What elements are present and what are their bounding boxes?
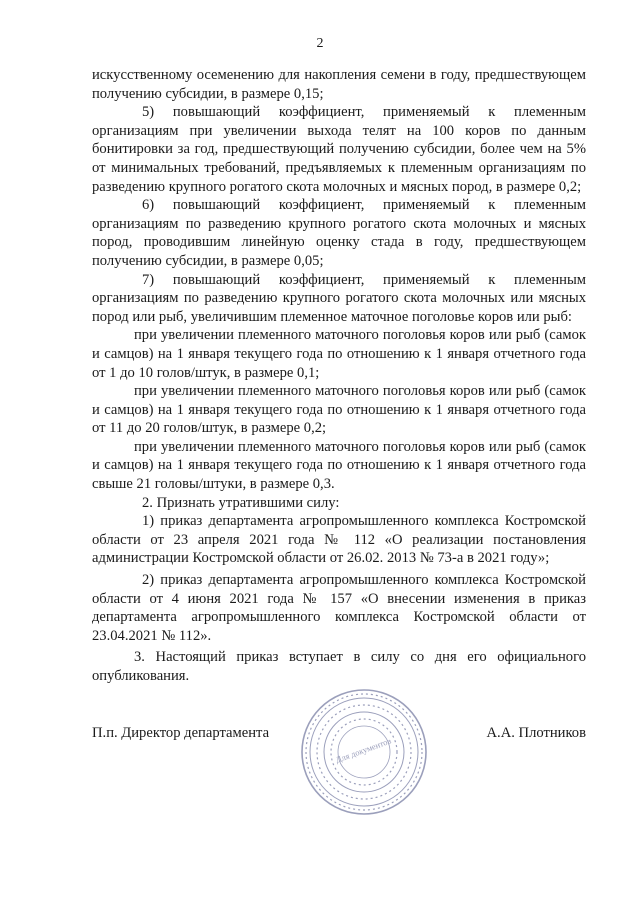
signatory-position: П.п. Директор департамента <box>92 725 270 741</box>
paragraph: 5) повышающий коэффициент, применяемый к племенным организациям при увеличении выхода телят на 100 коров по данным бонитировки за год, предшествующий получению субсидии, более чем на 5% от минимальных требований, предъявляемых к племенным организациям по разведению крупного рогатого скота молочных и мясных пород, в размере 0,2; <box>92 104 586 195</box>
paragraph: 6) повышающий коэффициент, применяемый к племенным организациям по разведению крупного рогатого скота молочных и мясных пород, проводившим линейную оценку стада в году, предшествующем получению субсидии, в размере 0,05; <box>92 197 586 269</box>
paragraph: 3. Настоящий приказ вступает в силу со дня его официального опубликования. <box>92 649 586 684</box>
paragraph: при увеличении племенного маточного поголовья коров или рыб (самок и самцов) на 1 января текущего года по отношению к 1 января отчетного года от 11 до 20 голов/штук, в размере 0,2; <box>92 383 586 437</box>
paragraph: при увеличении племенного маточного поголовья коров или рыб (самок и самцов) на 1 января текущего года по отношению к 1 января отчетного года свыше 21 головы/штуки, в размере 0,3. <box>92 438 586 493</box>
paragraph: 1) приказ департамента агропромышленного комплекса Костромской области от 23 апреля 2021 года № 112 «О реализации постановления администрации Костромской области от 26.02. 2013 № 73-а в 2021 году»; <box>92 513 586 567</box>
paragraph: искусственному осеменению для накопления семени в году, предшествующем получению субсидии, в размере 0,15; <box>92 67 586 102</box>
paragraph: 2) приказ департамента агропромышленного комплекса Костромской области от 4 июня 2021 года № 157 «О внесении изменения в приказ департамента агропромышленного комплекса Костромской области от 23.04.2021 № 112». <box>92 572 586 644</box>
paragraph: 2. Признать утратившими силу: <box>142 494 340 511</box>
seal-center-text: Для документов <box>334 735 393 765</box>
official-seal-stamp <box>298 686 430 818</box>
page-number: 2 <box>316 36 324 51</box>
paragraph: при увеличении племенного маточного поголовья коров или рыб (самок и самцов) на 1 января текущего года по отношению к 1 января отчетного года от 1 до 10 голов/штук, в размере 0,1; <box>92 327 586 381</box>
paragraph: 7) повышающий коэффициент, применяемый к племенным организациям по разведению крупного рогатого скота молочных или мясных пород или рыб, увеличившим племенное маточное поголовье коров или рыб: <box>92 271 586 325</box>
document-body <box>92 66 586 686</box>
signatory-name: А.А. Плотников <box>486 725 586 741</box>
